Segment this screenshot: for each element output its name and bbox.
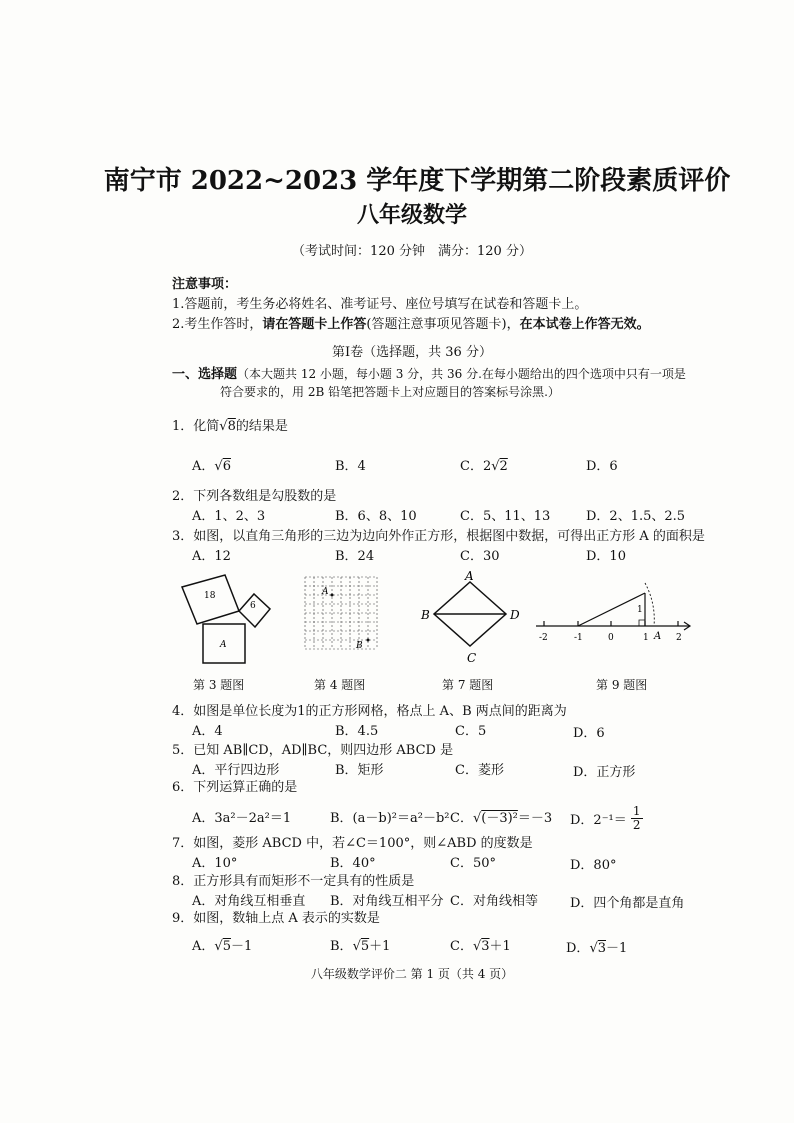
fig9-label-a: A: [654, 631, 662, 642]
q5-stem: 5．已知 AB∥CD，AD∥BC，则四边形 ABCD 是: [172, 743, 454, 758]
q3-option-b: B．24: [335, 549, 375, 564]
fig4-label-a: A: [322, 587, 329, 597]
page-subtitle: 八年级数学: [356, 202, 467, 228]
fig9-tick-neg1: -1: [574, 633, 583, 643]
q4-option-c: C．5: [455, 724, 487, 739]
q1-option-a: A．√6: [192, 459, 231, 474]
q1-option-b: B．4: [335, 459, 366, 474]
fig9-tick-neg2: -2: [539, 633, 548, 643]
q2-option-c: C．5、11、13: [460, 509, 551, 524]
q5-option-c: C．菱形: [455, 763, 504, 778]
q1-stem: 1．化简√8的结果是: [172, 419, 288, 434]
fig7-rhombus: [434, 582, 506, 646]
q4-stem: 4．如图是单位长度为1的正方形网格，格点上 A、B 两点间的距离为: [172, 704, 567, 719]
fig9-tick-0: 0: [608, 633, 614, 643]
q3-option-a: A．12: [192, 549, 231, 564]
q8-stem: 8．正方形具有而矩形不一定具有的性质是: [172, 874, 415, 889]
notice-item-1: 1.答题前，考生务必将姓名、准考证号、座位号填写在试卷和答题卡上。: [172, 297, 588, 312]
fig7-caption: 第 7 题图: [442, 678, 494, 692]
q7-stem: 7．如图，菱形 ABCD 中，若∠C＝100°，则∠ABD 的度数是: [172, 836, 533, 851]
section-heading-line: 一、选择题（本大题共 12 小题，每小题 3 分，共 36 分.在每小题给出的四个选项中只有一项是: [172, 367, 686, 382]
q7-option-c: C．50°: [450, 856, 496, 871]
q8-option-a: A．对角线互相垂直: [192, 894, 306, 909]
notice-heading: 注意事项：: [172, 277, 238, 292]
q2-option-d: D．2、1.5、2.5: [586, 509, 686, 524]
fig9-tick-1: 1: [643, 633, 649, 643]
q9-stem: 9．如图，数轴上点 A 表示的实数是: [172, 911, 380, 926]
q2-stem: 2．下列各数组是勾股数的是: [172, 489, 337, 504]
q7-option-a: A．10°: [192, 856, 238, 871]
fig7-label-a: A: [465, 569, 474, 583]
fig3-label-top: 18: [204, 591, 216, 601]
q9-option-d: D．√3－1: [566, 941, 628, 956]
page-title: 南宁市 2022~2023 学年度下学期第二阶段素质评价: [103, 166, 731, 196]
q6-stem: 6．下列运算正确的是: [172, 780, 298, 795]
fig4-grid: [305, 577, 377, 649]
q7-option-b: B．40°: [330, 856, 376, 871]
section-instruction-2: 符合要求的，用 2B 铅笔把答题卡上对应题目的答案标号涂黑.）: [220, 385, 560, 399]
q5-option-b: B．矩形: [335, 763, 384, 778]
q9-option-b: B．√5＋1: [330, 939, 391, 954]
fig3-label-bottom: A: [220, 640, 227, 650]
volume-title: 第Ⅰ卷（选择题，共 36 分）: [332, 345, 492, 360]
q8-option-c: C．对角线相等: [450, 894, 538, 909]
q6-option-d: D．2⁻¹＝ $\frac{1}{2}$: [570, 804, 641, 832]
q1-option-c: C．2√2: [460, 459, 508, 474]
q6-option-b: B．(a－b)²＝a²－b²: [330, 811, 450, 826]
q8-option-d: D．四个角都是直角: [570, 896, 685, 911]
fig7-label-d: D: [510, 608, 520, 622]
fig4-point-b: [367, 639, 370, 642]
fig9-label-one: 1: [637, 605, 643, 615]
q1-option-d: D．6: [586, 459, 618, 474]
fig4-label-b: B: [356, 641, 363, 651]
q5-option-d: D．正方形: [573, 765, 636, 780]
exam-info: （考试时间：120 分钟 满分：120 分）: [292, 244, 532, 259]
fig7-label-b: B: [421, 608, 430, 622]
q2-option-a: A．1、2、3: [192, 509, 266, 524]
fig9-tick-2: 2: [676, 633, 682, 643]
q8-option-b: B．对角线互相平分: [330, 894, 444, 909]
fig3-caption: 第 3 题图: [193, 678, 245, 692]
q9-option-a: A．√5－1: [192, 939, 253, 954]
fig7-label-c: C: [467, 651, 477, 665]
fig9-caption: 第 9 题图: [596, 678, 648, 692]
fig4-caption: 第 4 题图: [314, 678, 366, 692]
q5-option-a: A．平行四边形: [192, 763, 280, 778]
q3-option-c: C．30: [460, 549, 500, 564]
fig9-number-line: [536, 583, 690, 630]
q3-option-d: D．10: [586, 549, 626, 564]
q2-option-b: B．6、8、10: [335, 509, 417, 524]
q6-option-a: A．3a²－2a²＝1: [192, 811, 292, 826]
q4-option-a: A．4: [192, 724, 223, 739]
q3-stem: 3．如图，以直角三角形的三边为边向外作正方形，根据图中数据，可得出正方形 A 的面积是: [172, 529, 705, 544]
page-footer: 八年级数学评价二 第 1 页（共 4 页）: [310, 967, 514, 981]
q7-option-d: D．80°: [570, 858, 617, 873]
notice-item-2: 2.考生作答时，请在答题卡上作答(答题注意事项见答题卡)，在本试卷上作答无效。: [172, 317, 650, 332]
q4-option-b: B．4.5: [335, 724, 379, 739]
fig3-label-right: 6: [250, 601, 256, 611]
fig4-point-a: [331, 594, 334, 597]
q4-option-d: D．6: [573, 726, 605, 741]
q6-option-c: C．√(－3)²＝－3: [450, 811, 553, 826]
q9-option-c: C．√3＋1: [450, 939, 511, 954]
figures-row: [170, 565, 710, 667]
